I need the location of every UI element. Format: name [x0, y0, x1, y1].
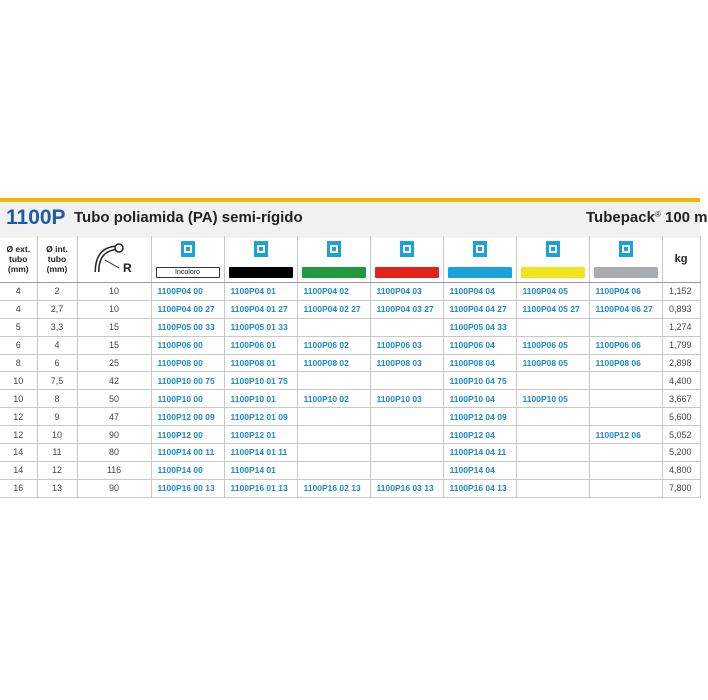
- header-color-negro: [224, 236, 297, 283]
- reference-cell-negro: 1100P06 01: [224, 336, 297, 354]
- reference-cell-verde: [297, 444, 370, 462]
- reference-cell-incoloro: 1100P14 00 11: [151, 444, 224, 462]
- reference-cell-rojo: [370, 426, 443, 444]
- reference-cell-incoloro: 1100P08 00: [151, 354, 224, 372]
- reference-cell-rojo: 1100P04 03 27: [370, 300, 443, 318]
- ext-diameter-cell: 14: [0, 444, 37, 462]
- reference-cell-negro: 1100P14 01 11: [224, 444, 297, 462]
- reference-cell-verde: 1100P04 02 27: [297, 300, 370, 318]
- bend-radius-cell: 10: [77, 283, 151, 301]
- reference-cell-rojo: [370, 318, 443, 336]
- int-diameter-cell: 2,7: [37, 300, 77, 318]
- header-int-diameter: Ø int. tubo (mm): [37, 236, 77, 283]
- weight-cell: 5,600: [662, 408, 700, 426]
- reference-cell-incoloro: 1100P04 00 27: [151, 300, 224, 318]
- int-diameter-cell: 9: [37, 408, 77, 426]
- reference-cell-incoloro: 1100P06 00: [151, 336, 224, 354]
- weight-cell: 7,800: [662, 479, 700, 497]
- table-row: [0, 426, 700, 444]
- bend-radius-cell: 80: [77, 444, 151, 462]
- reference-cell-verde: 1100P08 02: [297, 354, 370, 372]
- weight-cell: 3,667: [662, 390, 700, 408]
- header-color-gris: [589, 236, 662, 283]
- ext-diameter-cell: 10: [0, 372, 37, 390]
- swatch-incoloro: Incoloro: [156, 267, 220, 278]
- swatch-rojo: [375, 267, 439, 278]
- reference-cell-negro: 1100P10 01: [224, 390, 297, 408]
- int-diameter-cell: 13: [37, 479, 77, 497]
- reference-cell-rojo: [370, 444, 443, 462]
- reference-cell-verde: [297, 372, 370, 390]
- weight-cell: 5,200: [662, 444, 700, 462]
- tubepack-box-icon: [254, 241, 268, 257]
- reference-cell-amarillo: [516, 479, 589, 497]
- reference-cell-rojo: 1100P08 03: [370, 354, 443, 372]
- reference-cell-incoloro: 1100P14 00: [151, 461, 224, 479]
- weight-cell: 4,400: [662, 372, 700, 390]
- reference-cell-azul: 1100P12 04 09: [443, 408, 516, 426]
- pack-quantity: 100 m: [664, 209, 708, 226]
- pack-info: [586, 209, 708, 226]
- int-diameter-cell: 10: [37, 426, 77, 444]
- reference-cell-azul: 1100P04 04 27: [443, 300, 516, 318]
- reference-cell-gris: 1100P08 06: [589, 354, 662, 372]
- reference-cell-gris: [589, 479, 662, 497]
- reference-cell-verde: [297, 426, 370, 444]
- swatch-gris: [594, 267, 658, 278]
- reference-cell-negro: 1100P05 01 33: [224, 318, 297, 336]
- reference-cell-amarillo: [516, 318, 589, 336]
- reference-cell-rojo: [370, 372, 443, 390]
- weight-cell: 1,799: [662, 336, 700, 354]
- reference-cell-azul: 1100P12 04: [443, 426, 516, 444]
- reference-cell-amarillo: [516, 372, 589, 390]
- reference-cell-amarillo: [516, 444, 589, 462]
- bend-radius-cell: 15: [77, 318, 151, 336]
- int-diameter-cell: 12: [37, 461, 77, 479]
- reference-cell-gris: [589, 390, 662, 408]
- reference-cell-negro: 1100P04 01 27: [224, 300, 297, 318]
- ext-diameter-cell: 5: [0, 318, 37, 336]
- table-row: [0, 283, 700, 301]
- weight-cell: 1,152: [662, 283, 700, 301]
- reference-cell-negro: 1100P14 01: [224, 461, 297, 479]
- weight-cell: 5,052: [662, 426, 700, 444]
- tubepack-box-icon: [400, 241, 414, 257]
- swatch-negro: [229, 267, 293, 278]
- reference-cell-azul: 1100P14 04: [443, 461, 516, 479]
- reference-cell-incoloro: 1100P12 00 09: [151, 408, 224, 426]
- int-diameter-cell: 2: [37, 283, 77, 301]
- ext-diameter-cell: 16: [0, 479, 37, 497]
- reference-cell-azul: 1100P10 04 75: [443, 372, 516, 390]
- int-diameter-cell: 4: [37, 336, 77, 354]
- int-diameter-cell: 8: [37, 390, 77, 408]
- ext-diameter-cell: 10: [0, 390, 37, 408]
- weight-cell: 2,898: [662, 354, 700, 372]
- product-code: 1100P: [6, 206, 66, 229]
- reference-cell-verde: 1100P10 02: [297, 390, 370, 408]
- header-color-incoloro: [151, 236, 224, 283]
- bend-radius-cell: 116: [77, 461, 151, 479]
- reference-cell-gris: [589, 318, 662, 336]
- reference-cell-incoloro: 1100P04 00: [151, 283, 224, 301]
- bend-radius-cell: 15: [77, 336, 151, 354]
- reference-cell-negro: 1100P10 01 75: [224, 372, 297, 390]
- ext-diameter-cell: 12: [0, 408, 37, 426]
- table-row: [0, 336, 700, 354]
- header-color-rojo: [370, 236, 443, 283]
- reference-cell-gris: [589, 444, 662, 462]
- reference-cell-rojo: 1100P16 03 13: [370, 479, 443, 497]
- tubepack-box-icon: [546, 241, 560, 257]
- table-row: [0, 479, 700, 497]
- reference-cell-azul: 1100P05 04 33: [443, 318, 516, 336]
- reference-cell-azul: 1100P08 04: [443, 354, 516, 372]
- reference-cell-azul: 1100P06 04: [443, 336, 516, 354]
- table-row: [0, 461, 700, 479]
- header-bend-radius: [77, 236, 151, 283]
- reference-cell-negro: 1100P16 01 13: [224, 479, 297, 497]
- int-diameter-cell: 3,3: [37, 318, 77, 336]
- header-color-amarillo: [516, 236, 589, 283]
- ext-diameter-cell: 8: [0, 354, 37, 372]
- reference-cell-rojo: [370, 408, 443, 426]
- table-row: [0, 318, 700, 336]
- reference-cell-verde: [297, 408, 370, 426]
- reference-cell-azul: 1100P10 04: [443, 390, 516, 408]
- int-diameter-cell: 7,5: [37, 372, 77, 390]
- reference-cell-amarillo: [516, 426, 589, 444]
- reference-cell-incoloro: 1100P16 00 13: [151, 479, 224, 497]
- bend-radius-cell: 47: [77, 408, 151, 426]
- table-body: [0, 283, 700, 498]
- product-header: [0, 198, 708, 238]
- reference-table: [0, 236, 701, 498]
- reference-cell-verde: [297, 318, 370, 336]
- int-diameter-cell: 6: [37, 354, 77, 372]
- reference-cell-amarillo: [516, 408, 589, 426]
- reference-cell-amarillo: [516, 461, 589, 479]
- header-color-verde: [297, 236, 370, 283]
- swatch-amarillo: [521, 267, 585, 278]
- reference-cell-gris: 1100P04 06 27: [589, 300, 662, 318]
- pack-label: Tubepack: [586, 209, 655, 226]
- weight-cell: 4,800: [662, 461, 700, 479]
- reference-cell-verde: 1100P06 02: [297, 336, 370, 354]
- reference-cell-amarillo: 1100P06 05: [516, 336, 589, 354]
- reference-cell-gris: 1100P04 06: [589, 283, 662, 301]
- bend-radius-cell: 25: [77, 354, 151, 372]
- swatch-verde: [302, 267, 366, 278]
- reference-cell-incoloro: 1100P12 00: [151, 426, 224, 444]
- reference-cell-rojo: [370, 461, 443, 479]
- reference-cell-gris: [589, 461, 662, 479]
- reference-cell-verde: 1100P04 02: [297, 283, 370, 301]
- registered-mark: ®: [654, 210, 661, 219]
- ext-diameter-cell: 4: [0, 283, 37, 301]
- reference-cell-rojo: 1100P04 03: [370, 283, 443, 301]
- bend-radius-label: R: [123, 261, 132, 275]
- table-row: [0, 300, 700, 318]
- table-row: [0, 444, 700, 462]
- reference-cell-incoloro: 1100P10 00: [151, 390, 224, 408]
- table-row: [0, 372, 700, 390]
- reference-cell-incoloro: 1100P10 00 75: [151, 372, 224, 390]
- reference-cell-negro: 1100P08 01: [224, 354, 297, 372]
- bend-radius-cell: 90: [77, 426, 151, 444]
- reference-cell-azul: 1100P16 04 13: [443, 479, 516, 497]
- reference-cell-gris: 1100P12 06: [589, 426, 662, 444]
- weight-cell: 1,274: [662, 318, 700, 336]
- reference-cell-gris: [589, 372, 662, 390]
- reference-cell-rojo: 1100P10 03: [370, 390, 443, 408]
- bend-radius-cell: 42: [77, 372, 151, 390]
- bend-radius-cell: 10: [77, 300, 151, 318]
- header-ext-diameter: Ø ext. tubo (mm): [0, 236, 37, 283]
- reference-cell-azul: 1100P14 04 11: [443, 444, 516, 462]
- int-diameter-cell: 11: [37, 444, 77, 462]
- product-title: Tubo poliamida (PA) semi-rígido: [74, 209, 303, 226]
- reference-cell-rojo: 1100P06 03: [370, 336, 443, 354]
- table-row: [0, 354, 700, 372]
- bend-radius-icon: [93, 242, 135, 274]
- reference-cell-amarillo: 1100P04 05: [516, 283, 589, 301]
- tubepack-box-icon: [473, 241, 487, 257]
- table-row: [0, 408, 700, 426]
- header-color-azul: [443, 236, 516, 283]
- reference-cell-negro: 1100P12 01 09: [224, 408, 297, 426]
- ext-diameter-cell: 6: [0, 336, 37, 354]
- table-header-row: [0, 236, 700, 283]
- ext-diameter-cell: 4: [0, 300, 37, 318]
- bend-radius-cell: 50: [77, 390, 151, 408]
- tubepack-box-icon: [619, 241, 633, 257]
- ext-diameter-cell: 14: [0, 461, 37, 479]
- reference-cell-negro: 1100P04 01: [224, 283, 297, 301]
- reference-cell-gris: 1100P06 06: [589, 336, 662, 354]
- weight-cell: 0,893: [662, 300, 700, 318]
- ext-diameter-cell: 12: [0, 426, 37, 444]
- tubepack-box-icon: [327, 241, 341, 257]
- table-row: [0, 390, 700, 408]
- bend-radius-cell: 90: [77, 479, 151, 497]
- reference-cell-gris: [589, 408, 662, 426]
- reference-cell-amarillo: 1100P04 05 27: [516, 300, 589, 318]
- tubepack-box-icon: [181, 241, 195, 257]
- reference-cell-verde: 1100P16 02 13: [297, 479, 370, 497]
- reference-cell-incoloro: 1100P05 00 33: [151, 318, 224, 336]
- reference-cell-negro: 1100P12 01: [224, 426, 297, 444]
- reference-cell-azul: 1100P04 04: [443, 283, 516, 301]
- swatch-azul: [448, 267, 512, 278]
- reference-cell-verde: [297, 461, 370, 479]
- header-weight: kg: [662, 236, 700, 283]
- reference-cell-amarillo: 1100P10 05: [516, 390, 589, 408]
- reference-cell-amarillo: 1100P08 05: [516, 354, 589, 372]
